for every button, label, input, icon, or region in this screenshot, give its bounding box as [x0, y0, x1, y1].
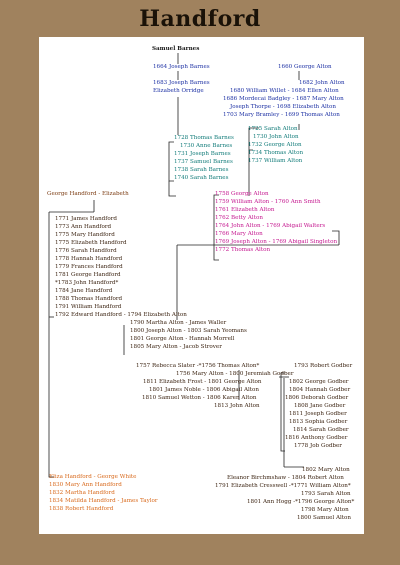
handford-kid-8: *1783 John Handford* [55, 280, 119, 286]
godber-kid-4: 1811 Joseph Godber [289, 411, 347, 417]
teal-right-4: 1737 William Alton [248, 158, 303, 164]
pink-3: 1762 Betty Alton [215, 215, 263, 221]
godber-kid-0: 1802 George Godber [289, 379, 349, 385]
pink-4: 1764 John Alton - 1769 Abigail Walters [215, 223, 326, 229]
blue-line-2: Joseph Thorpe - 1698 Elizabeth Alton [230, 104, 336, 110]
blue-line-0: 1680 William Willet - 1684 Ellen Alton [230, 88, 339, 94]
godber-kid-3: 1808 Jane Godber [294, 403, 346, 409]
handford-kid-2: 1775 Mary Handford [55, 232, 115, 238]
frost-2: 1810 Samuel Wetton - 1806 Karen Alton [142, 395, 257, 401]
robert-godber: 1793 Robert Godber [294, 363, 353, 369]
alton-gen-0: 1790 Martha Alton - James Waller [130, 320, 227, 326]
frost-0: 1811 Elizabeth Frost - 1801 George Alton [143, 379, 262, 385]
teal-left-5: 1740 Sarah Barnes [174, 175, 229, 181]
pink-0: 1758 George Alton [215, 191, 269, 197]
godber-kid-2: 1806 Deborah Godber [285, 395, 349, 401]
teal-right-0: 1725 Sarah Alton [248, 126, 298, 132]
pink-1: 1759 William Alton - 1760 Ann Smith [215, 199, 321, 205]
godber-kid-6: 1814 Sarah Godber [293, 427, 349, 433]
person-john-alton-1682: 1682 John Alton [299, 80, 345, 86]
godber-kid-1: 1804 Hannah Godber [289, 387, 351, 393]
handford-kid-3: 1775 Elizabeth Handford [55, 240, 127, 246]
godber-kid-5: 1813 Sophia Godber [289, 419, 348, 425]
bottom-right-3: 1793 Sarah Alton [301, 491, 351, 497]
orange-0: Eliza Handford - George White [49, 474, 137, 480]
handford-kid-4: 1776 Sarah Handford [55, 248, 117, 254]
teal-left-2: 1731 Joseph Barnes [174, 151, 231, 157]
frost-3: 1813 John Alton [214, 403, 260, 409]
pink-5: 1766 Mary Alton [215, 231, 263, 237]
person-elizabeth-orridge: Elizabeth Orridge [153, 88, 204, 94]
bottom-right-0: 1802 Mary Alton [302, 467, 350, 473]
teal-left-4: 1738 Sarah Barnes [174, 167, 229, 173]
pink-6: 1769 Joseph Alton - 1769 Abigail Singleton [215, 239, 338, 245]
bottom-right-1: Eleanor Birchmshaw - 1804 Robert Alton [227, 475, 344, 481]
person-george-alton-1660: 1660 George Alton [278, 64, 332, 70]
family-tree-sheet [39, 37, 364, 534]
handford-kid-6: 1779 Frances Handford [55, 264, 123, 270]
bottom-right-4: 1801 Ann Hogg -*1796 George Alton* [247, 499, 355, 505]
orange-3: 1834 Matilda Handford - James Taylor [49, 498, 158, 504]
handford-kid-10: 1788 Thomas Handford [55, 296, 123, 302]
orange-2: 1832 Martha Handford [49, 490, 115, 496]
teal-left-1: 1730 Anne Barnes [180, 143, 233, 149]
alton-gen-3: 1805 Mary Alton - Jacob Strover [130, 344, 222, 350]
handford-kid-7: 1781 George Handford [55, 272, 121, 278]
teal-right-3: 1734 Thomas Alton [248, 150, 304, 156]
orange-4: 1838 Robert Handford [49, 506, 114, 512]
handford-kid-12: 1792 Edward Handford - 1794 Elizabeth Alton [55, 312, 187, 318]
bottom-right-2: 1791 Elizabeth Cresswell -*1771 William Alton* [215, 483, 351, 489]
teal-left-0: 1728 Thomas Barnes [174, 135, 234, 141]
godber-kid-8: 1778 Job Godber [294, 443, 342, 449]
blue-line-1: 1686 Mordecai Badgley - 1687 Mary Alton [223, 96, 344, 102]
teal-right-2: 1732 George Alton [248, 142, 302, 148]
handford-kid-9: 1784 Jane Handford [55, 288, 113, 294]
mary-jeremiah-line: 1756 Mary Alton - 1800 Jeremiah Godber [176, 371, 294, 377]
blue-line-3: 1703 Mary Bramley - 1699 Thomas Alton [223, 112, 340, 118]
pink-7: 1772 Thomas Alton [215, 247, 271, 253]
bottom-right-5: 1798 Mary Alton [301, 507, 349, 513]
pink-2: 1761 Elizabeth Alton [215, 207, 275, 213]
bottom-right-6: 1800 Samuel Alton [297, 515, 352, 521]
orange-1: 1830 Mary Ann Handford [49, 482, 122, 488]
alton-gen-1: 1800 Joseph Alton - 1803 Sarah Yeomans [130, 328, 247, 334]
person-samuel-barnes: Samuel Barnes [152, 46, 200, 52]
godber-kid-7: 1816 Anthony Godber [285, 435, 348, 441]
handford-kid-5: 1778 Hannah Handford [55, 256, 123, 262]
handford-kid-11: 1791 William Handford [55, 304, 122, 310]
handford-kid-1: 1773 Ann Handford [55, 224, 112, 230]
alton-gen-2: 1801 George Alton - Hannah Morrell [130, 336, 235, 342]
teal-right-1: 1730 John Alton [253, 134, 299, 140]
person-joseph-barnes-1683: 1683 Joseph Barnes [153, 80, 210, 86]
page-title: Handford [139, 6, 261, 32]
frost-1: 1801 James Noble - 1806 Abigail Alton [149, 387, 259, 393]
handford-kid-0: 1771 James Handford [55, 216, 117, 222]
slater-line: 1757 Rebecca Slater -*1756 Thomas Alton* [136, 363, 260, 369]
teal-left-3: 1737 Samuel Barnes [174, 159, 233, 165]
handford-root: George Handford - Elizabeth [47, 191, 129, 197]
connector [169, 188, 176, 196]
person-joseph-barnes-1664: 1664 Joseph Barnes [153, 64, 210, 70]
